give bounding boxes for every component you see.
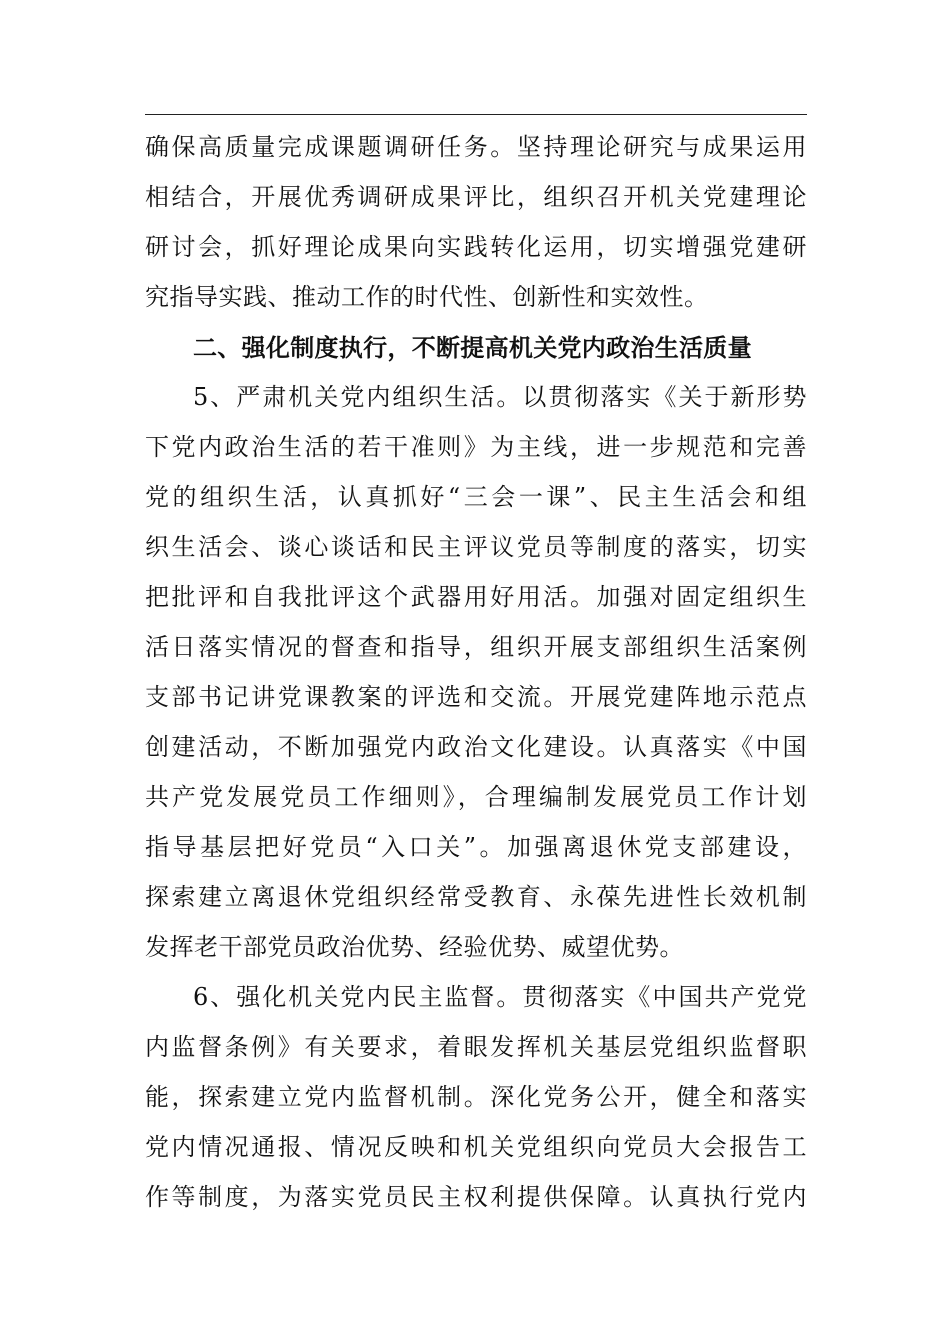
paragraph-6-line-5: 作等制度，为落实党员民主权利提供保障。认真执行党内 — [145, 1183, 807, 1211]
paragraph-5-line-2: 下党内政治生活的若干准则》为主线，进一步规范和完善 — [145, 433, 807, 461]
paragraph-5-line-1: 5、严肃机关党内组织生活。以贯彻落实《关于新形势 — [193, 383, 807, 411]
paragraph-1-line-3: 研讨会，抓好理论成果向实践转化运用，切实增强党建研 — [145, 233, 807, 261]
paragraph-5-line-12: 发挥老干部党员政治优势、经验优势、威望优势。 — [145, 933, 684, 961]
header-rule — [145, 114, 807, 115]
paragraph-5-line-11: 探索建立离退休党组织经常受教育、永葆先进性长效机制 — [145, 883, 807, 911]
paragraph-6-line-4: 党内情况通报、情况反映和机关党组织向党员大会报告工 — [145, 1133, 807, 1161]
paragraph-6-line-1: 6、强化机关党内民主监督。贯彻落实《中国共产党党 — [193, 983, 807, 1011]
paragraph-6-line-2: 内监督条例》有关要求，着眼发挥机关基层党组织监督职 — [145, 1033, 807, 1061]
paragraph-1-line-2: 相结合，开展优秀调研成果评比，组织召开机关党建理论 — [145, 183, 807, 211]
paragraph-5-line-9: 共产党发展党员工作细则》，合理编制发展党员工作计划 — [145, 783, 807, 811]
paragraph-1-line-1: 确保高质量完成课题调研任务。坚持理论研究与成果运用 — [145, 133, 807, 161]
paragraph-5-line-10: 指导基层把好党员“入口关”。加强离退休党支部建设， — [145, 833, 807, 861]
paragraph-5-line-8: 创建活动，不断加强党内政治文化建设。认真落实《中国 — [145, 733, 807, 761]
paragraph-5-line-4: 织生活会、谈心谈话和民主评议党员等制度的落实，切实 — [145, 533, 807, 561]
section-heading: 二、强化制度执行，不断提高机关党内政治生活质量 — [193, 334, 752, 362]
paragraph-5-line-7: 支部书记讲党课教案的评选和交流。开展党建阵地示范点 — [145, 683, 807, 711]
paragraph-5-line-3: 党的组织生活，认真抓好“三会一课”、民主生活会和组 — [145, 483, 807, 511]
paragraph-6-line-3: 能，探索建立党内监督机制。深化党务公开，健全和落实 — [145, 1083, 807, 1111]
paragraph-5-line-5: 把批评和自我批评这个武器用好用活。加强对固定组织生 — [145, 583, 807, 611]
paragraph-1-line-4: 究指导实践、推动工作的时代性、创新性和实效性。 — [145, 283, 709, 311]
paragraph-5-line-6: 活日落实情况的督查和指导，组织开展支部组织生活案例 — [145, 633, 807, 661]
